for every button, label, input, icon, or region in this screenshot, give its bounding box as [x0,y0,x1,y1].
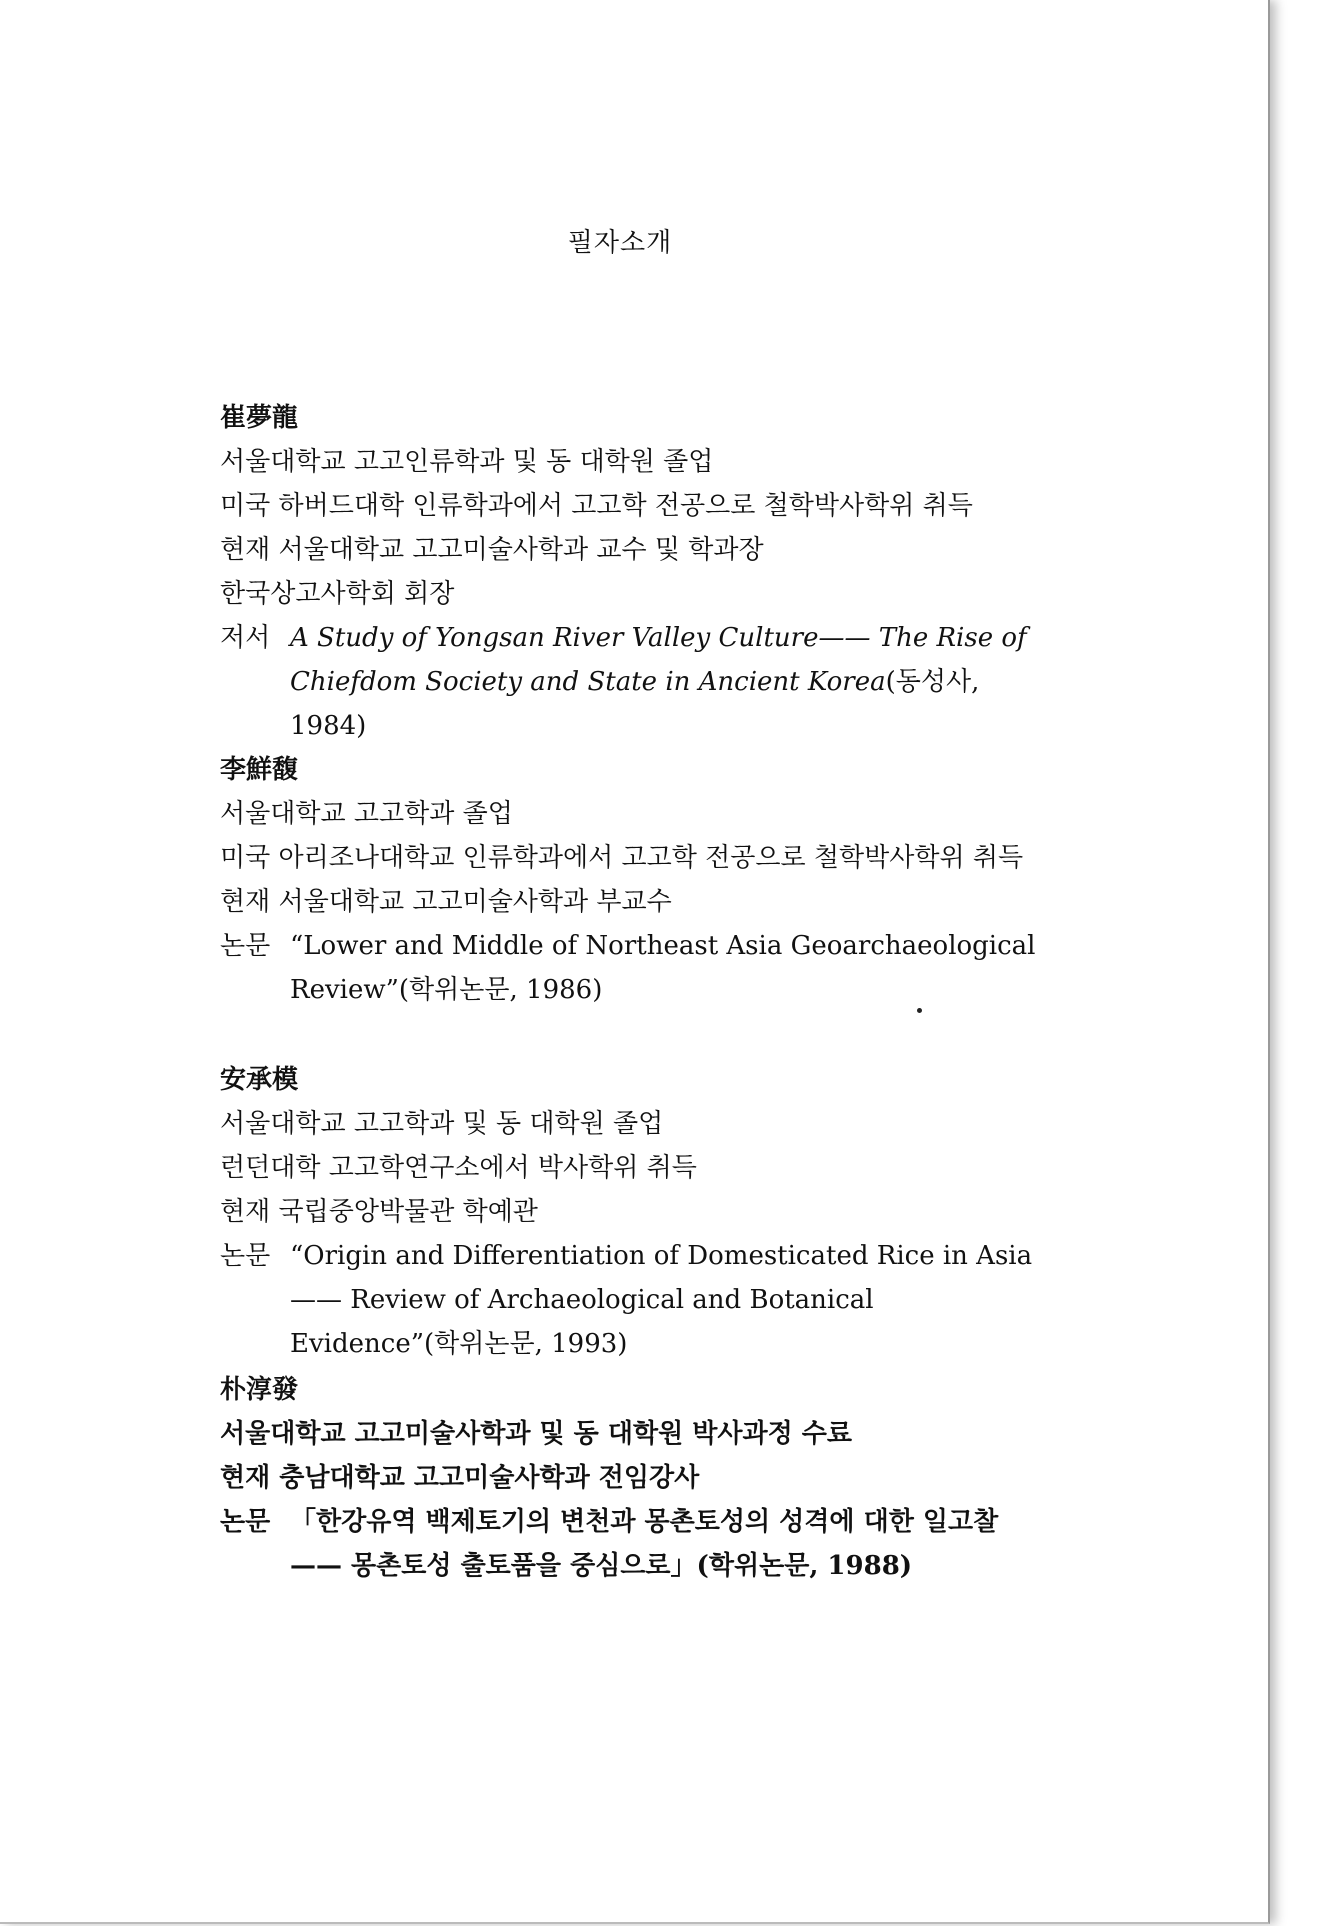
bio-line: 현재 서울대학교 고고미술사학과 교수 및 학과장 [220,535,764,565]
bio-line: 현재 서울대학교 고고미술사학과 부교수 [220,887,672,917]
author-name: 安承模 [220,1065,299,1095]
publication-entry [220,1234,1040,1366]
publication-text: 「한강유역 백제토기의 변천과 몽촌토성의 성격에 대한 일고찰—— 몽촌토성 출토품을 중심으로」(학위논문, 1988) [290,1507,999,1581]
bio-line: 현재 국립중앙박물관 학예관 [220,1197,538,1227]
publication-label: 논문 [220,1241,271,1271]
bio-line: 서울대학교 고고미술사학과 및 동 대학원 박사과정 수료 [220,1419,852,1449]
publication-label: 저서 [220,623,271,653]
publication-label: 논문 [220,1507,271,1537]
publication-text: “Lower and Middle of Northeast Asia Geoarchaeological Review”(학위논문, 1986) [290,931,1036,1005]
publication-label: 논문 [220,931,271,961]
author-section-3 [220,1058,1040,1366]
bio-line: 서울대학교 고고학과 졸업 [220,799,513,829]
author-name: 李鮮馥 [220,755,299,785]
author-name: 朴淳發 [220,1375,299,1405]
publication-entry [220,1500,1040,1588]
publication-entry [220,924,1040,1012]
bio-line: 현재 충남대학교 고고미술사학과 전임강사 [220,1463,700,1493]
bio-line: 런던대학 고고학연구소에서 박사학위 취득 [220,1153,697,1183]
speck-mark [917,1008,922,1013]
publication-details: (동성사, 1984) [290,667,980,741]
bio-line: 미국 아리조나대학교 인류학과에서 고고학 전공으로 철학박사학위 취득 [220,843,1024,873]
author-name: 崔夢龍 [220,403,299,433]
author-section-4 [220,1368,1040,1588]
publication-title: A Study of Yongsan River Valley Culture—— The Rise of Chiefdom Society and State in Ancient Korea [290,623,1027,697]
bio-line: 서울대학교 고고인류학과 및 동 대학원 졸업 [220,447,714,477]
author-section-1 [220,396,1040,748]
publication-text [290,616,1040,748]
bio-line: 한국상고사학회 회장 [220,579,455,609]
author-section-2 [220,748,1040,1012]
bio-line: 서울대학교 고고학과 및 동 대학원 졸업 [220,1109,664,1139]
page-title: 필자소개 [567,228,673,258]
publication-entry [220,616,1040,748]
publication-text: “Origin and Differentiation of Domesticated Rice in Asia—— Review of Archaeological and Botanical Evidence”(학위논문, 1993) [290,1241,1033,1359]
bio-line: 미국 하버드대학 인류학과에서 고고학 전공으로 철학박사학위 취득 [220,491,973,521]
